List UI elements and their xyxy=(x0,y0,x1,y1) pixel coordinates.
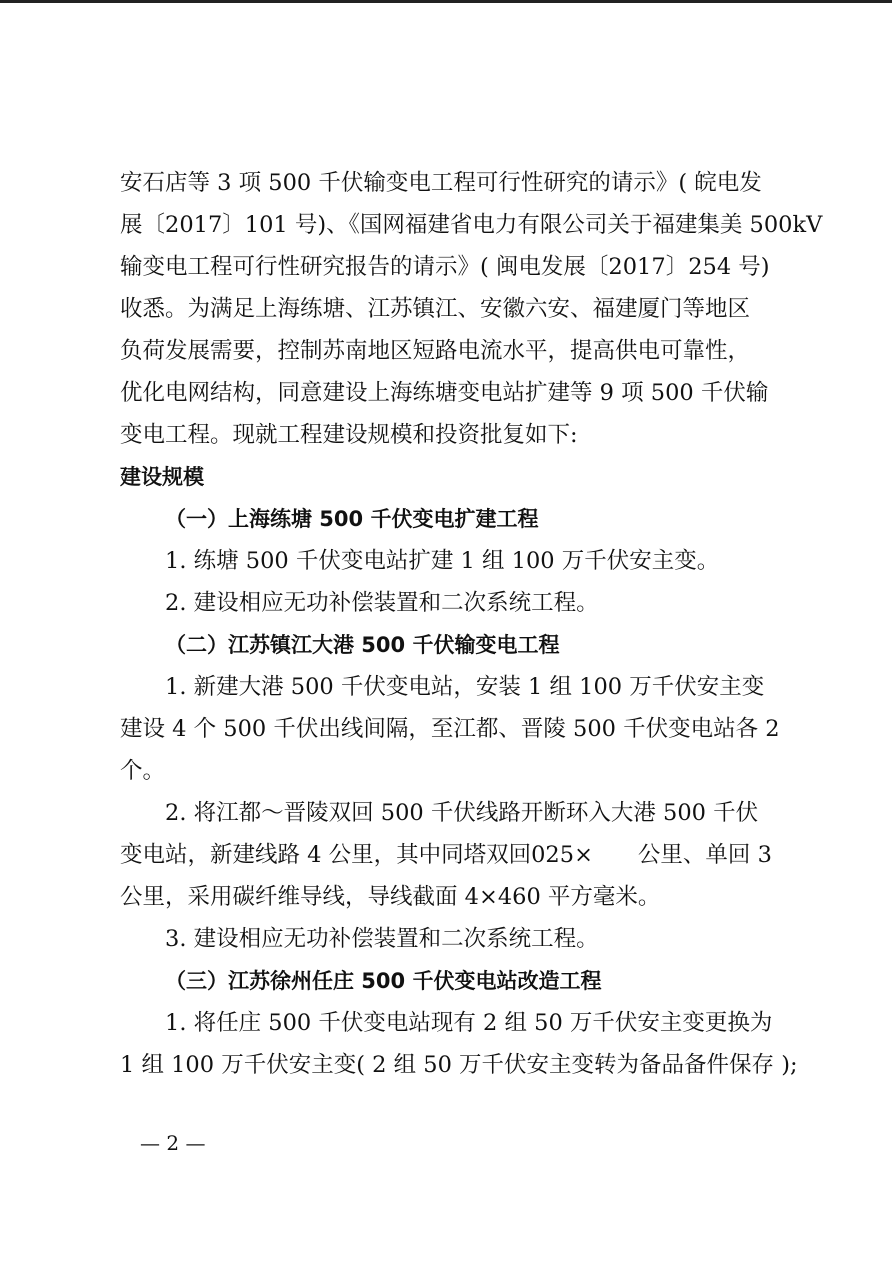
list-item: 1. 新建大港 500 千伏变电站，安装 1 组 100 万千伏安主变 xyxy=(165,674,765,700)
list-item: 2. 建设相应无功补偿装置和二次系统工程。 xyxy=(165,590,599,616)
top-border-rule xyxy=(0,0,892,3)
paragraph-line: 负荷发展需要，控制苏南地区短路电流水平，提高供电可靠性， xyxy=(120,338,751,364)
list-item-continuation: 变电站，新建线路 4 公里，其中同塔双回025× 公里、单回 3 xyxy=(120,842,772,868)
list-item-continuation: 公里，采用碳纤维导线，导线截面 4×460 平方毫米。 xyxy=(120,884,661,910)
list-item-continuation: 1 组 100 万千伏安主变( 2 组 50 万千伏安主变转为备品备件保存 ); xyxy=(120,1052,798,1078)
list-item: 1. 将任庄 500 千伏变电站现有 2 组 50 万千伏安主变更换为 xyxy=(165,1010,773,1036)
subsection-heading-3: （三）江苏徐州任庄 500 千伏变电站改造工程 xyxy=(165,969,602,993)
paragraph-line: 输变电工程可行性研究报告的请示》( 闽电发展〔2017〕254 号) xyxy=(120,254,770,280)
subsection-heading-1: （一）上海练塘 500 千伏变电扩建工程 xyxy=(165,507,539,531)
section-heading: 建设规模 xyxy=(120,465,204,489)
list-item: 2. 将江都～晋陵双回 500 千伏线路开断环入大港 500 千伏 xyxy=(165,800,759,826)
list-item: 3. 建设相应无功补偿装置和二次系统工程。 xyxy=(165,926,599,952)
paragraph-line: 变电工程。现就工程建设规模和投资批复如下: xyxy=(120,422,578,448)
document-body xyxy=(120,162,823,1086)
list-item-continuation: 建设 4 个 500 千伏出线间隔，至江都、晋陵 500 千伏变电站各 2 xyxy=(120,716,780,742)
list-item-continuation: 个。 xyxy=(120,758,166,784)
paragraph-line: 安石店等 3 项 500 千伏输变电工程可行性研究的请示》( 皖电发 xyxy=(120,170,762,196)
paragraph-line: 收悉。为满足上海练塘、江苏镇江、安徽六安、福建厦门等地区 xyxy=(120,296,751,322)
page-number: — 2 — xyxy=(140,1131,206,1155)
paragraph-line: 优化电网结构，同意建设上海练塘变电站扩建等 9 项 500 千伏输 xyxy=(120,380,769,406)
list-item: 1. 练塘 500 千伏变电站扩建 1 组 100 万千伏安主变。 xyxy=(165,548,720,574)
subsection-heading-2: （二）江苏镇江大港 500 千伏输变电工程 xyxy=(165,633,560,657)
paragraph-line: 展〔2017〕101 号)、《国网福建省电力有限公司关于福建集美 500kV xyxy=(120,212,823,238)
